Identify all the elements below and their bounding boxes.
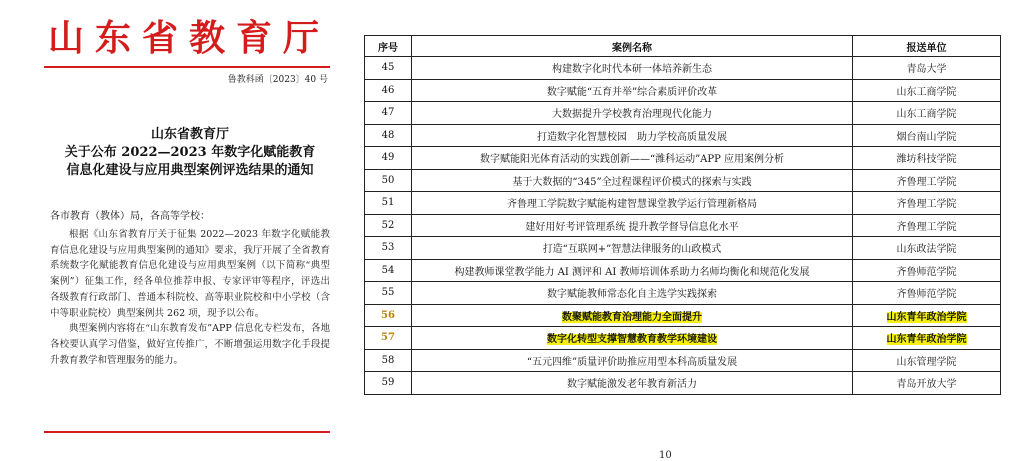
table-row [365, 304, 1001, 327]
notice-title-line: 信息化建设与应用典型案例评选结果的通知 [66, 163, 314, 178]
table-row [365, 214, 1001, 237]
cell-case-name: “五元四维”质量评价助推应用型本科高质量发展 [412, 349, 853, 372]
cell-case-name: 数字赋能“五育并举”综合素质评价改革 [412, 79, 853, 102]
cell-case-name: 大数据提升学校教育治理现代化能力 [412, 102, 853, 125]
cell-number: 48 [365, 124, 412, 147]
body-paragraph: 典型案例内容将在“山东教育发布”APP 信息化专栏发布，各地各校要认真学习借鉴，做好宣传推广，不断增强运用数字化手段提升教育教学和管理服务的能力。 [50, 323, 330, 366]
cell-case-name: 数字化转型支撑智慧教育教学环境建设 [412, 327, 853, 350]
cell-case-name: 基于大数据的“345”全过程课程评价模式的探索与实践 [412, 169, 853, 192]
cell-unit: 齐鲁师范学院 [853, 282, 1001, 305]
cell-number: 46 [365, 79, 412, 102]
cell-unit: 青岛开放大学 [853, 372, 1001, 395]
table-row [365, 79, 1001, 102]
table-row [365, 327, 1001, 350]
cell-unit: 齐鲁理工学院 [853, 214, 1001, 237]
cell-case-name: 建好用好考评管理系统 提升教学督导信息化水平 [412, 214, 853, 237]
cell-case-name: 构建数字化时代本研一体培养新生态 [412, 57, 853, 80]
cell-unit: 山东政法学院 [853, 237, 1001, 260]
cell-case-name: 构建教师课堂教学能力 AI 测评和 AI 教师培训体系助力名师均衡化和规范化发展 [412, 259, 853, 282]
cell-number: 52 [365, 214, 412, 237]
cell-unit: 山东工商学院 [853, 102, 1001, 125]
cell-case-name: 数字赋能阳光体育活动的实践创新——“潍科运动”APP 应用案例分析 [412, 147, 853, 170]
cell-unit: 青岛大学 [853, 57, 1001, 80]
body-paragraph: 根据《山东省教育厅关于征集 2022—2023 年数字化赋能教育信息化建设与应用典型案例的通知》要求，我厅开展了全省教育系统数字化赋能教育信息化建设与应用典型案例（以下简称“典型案例”）征集工作，经各单位推荐申报、专家评审等程序，评选出各级教育行政部门、普通本科院校、高等职业院校和中小学校（含中等职业院校）典型案例共 262 项，现予以公布。 [50, 229, 330, 319]
table-row [365, 349, 1001, 372]
cell-unit: 山东青年政治学院 [853, 327, 1001, 350]
notice-page [0, 0, 340, 461]
cell-case-name: 数聚赋能教育治理能力全面提升 [412, 304, 853, 327]
header-unit: 报送单位 [853, 36, 1001, 57]
masthead: 山东省教育厅 [48, 17, 331, 59]
cell-unit: 齐鲁理工学院 [853, 192, 1001, 215]
cell-number: 51 [365, 192, 412, 215]
cell-unit: 山东工商学院 [853, 79, 1001, 102]
cell-number: 56 [365, 304, 412, 327]
cell-number: 49 [365, 147, 412, 170]
cell-case-name: 齐鲁理工学院数字赋能构建智慧课堂教学运行管理新格局 [412, 192, 853, 215]
table-row [365, 57, 1001, 80]
case-table [364, 35, 1001, 395]
notice-title [50, 126, 330, 180]
cell-unit: 潍坊科技学院 [853, 147, 1001, 170]
table-row [365, 124, 1001, 147]
cell-unit: 山东青年政治学院 [853, 304, 1001, 327]
cell-number: 54 [365, 259, 412, 282]
red-rule-bottom [44, 431, 330, 433]
cell-number: 55 [365, 282, 412, 305]
table-row [365, 237, 1001, 260]
cell-case-name: 数字赋能激发老年教育新活力 [412, 372, 853, 395]
cell-number: 57 [365, 327, 412, 350]
table-row [365, 372, 1001, 395]
cell-case-name: 数字赋能教师常态化自主选学实践探索 [412, 282, 853, 305]
red-rule-top [44, 66, 330, 68]
notice-title-line: 山东省教育厅 [150, 127, 229, 142]
document-number: 鲁教科函〔2023〕40 号 [227, 75, 328, 85]
header-case-name: 案例名称 [412, 36, 853, 57]
table-row [365, 192, 1001, 215]
cell-case-name: 打造数字化智慧校园 助力学校高质量发展 [412, 124, 853, 147]
table-row [365, 282, 1001, 305]
cell-number: 45 [365, 57, 412, 80]
cell-unit: 齐鲁理工学院 [853, 169, 1001, 192]
cell-unit: 齐鲁师范学院 [853, 259, 1001, 282]
cell-number: 59 [365, 372, 412, 395]
table-row [365, 169, 1001, 192]
page-number: 10 [659, 450, 672, 461]
table-header-row [365, 36, 1001, 57]
cell-number: 58 [365, 349, 412, 372]
notice-body [50, 227, 330, 368]
notice-title-line: 关于公布 2022—2023 年数字化赋能教育 [64, 145, 316, 160]
case-list-page [340, 0, 1024, 461]
cell-case-name: 打造“互联网+”智慧法律服务的山政模式 [412, 237, 853, 260]
table-row [365, 147, 1001, 170]
cell-number: 47 [365, 102, 412, 125]
cell-unit: 烟台南山学院 [853, 124, 1001, 147]
cell-unit: 山东管理学院 [853, 349, 1001, 372]
table-row [365, 102, 1001, 125]
header-number: 序号 [365, 36, 412, 57]
cell-number: 53 [365, 237, 412, 260]
cell-number: 50 [365, 169, 412, 192]
table-row [365, 259, 1001, 282]
addressee: 各市教育（教体）局，各高等学校： [50, 211, 210, 222]
